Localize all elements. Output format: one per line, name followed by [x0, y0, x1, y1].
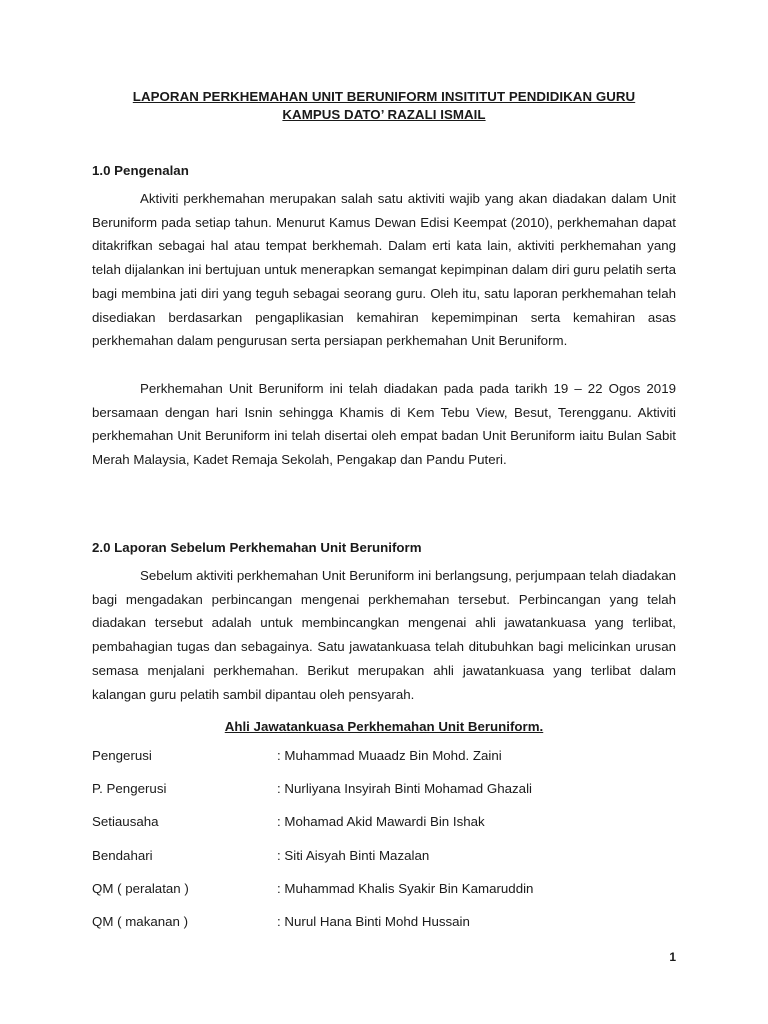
committee-member-name: : Muhammad Khalis Syakir Bin Kamaruddin — [277, 880, 534, 896]
committee-row — [92, 847, 676, 880]
committee-member-name: : Nurliyana Insyirah Binti Mohamad Ghazali — [277, 781, 532, 797]
committee-row — [92, 780, 676, 813]
committee-member-name: : Siti Aisyah Binti Mazalan — [277, 847, 430, 863]
section-1-heading: 1.0 Pengenalan — [92, 163, 189, 178]
section-1-paragraph-1: Aktiviti perkhemahan merupakan salah satu aktiviti wajib yang akan diadakan dalam Unit Beruniform pada setiap tahun. Menurut Kamus Dewan Edisi Keempat (2010), perkhemahan dapat ditakrifkan sebagai hal atau tempat berkhemah. Dalam erti kata lain, aktiviti perkhemahan yang telah dijalankan ini bertujuan untuk menerapkan semangat kepimpinan dalam diri guru pelatih serta bagi membina jati diri yang teguh sebagai seorang guru. Oleh itu, satu laporan perkhemahan telah disediakan berdasarkan pengaplikasian kemahiran kepemimpinan serta kemahiran asas perkhemahan dalam pengurusan serta persiapan perkhemahan Unit Beruniform. — [92, 191, 676, 349]
title-line-2: KAMPUS DATO’ RAZALI ISMAIL — [282, 107, 486, 122]
committee-title: Ahli Jawatankuasa Perkhemahan Unit Beruniform. — [224, 719, 544, 734]
page-number: 1 — [669, 950, 676, 964]
committee-row — [92, 913, 676, 946]
committee-member-name: : Muhammad Muaadz Bin Mohd. Zaini — [277, 748, 502, 763]
committee-member-name: : Nurul Hana Binti Mohd Hussain — [277, 913, 470, 929]
committee-role: Pengerusi — [92, 748, 152, 763]
committee-role: QM ( makanan ) — [92, 913, 189, 929]
title-line-1: LAPORAN PERKHEMAHAN UNIT BERUNIFORM INSITITUT PENDIDIKAN GURU — [132, 89, 636, 104]
committee-list — [92, 747, 676, 946]
committee-role: P. Pengerusi — [92, 781, 167, 797]
committee-row — [92, 880, 676, 913]
section-1-paragraph-2: Perkhemahan Unit Beruniform ini telah diadakan pada pada tarikh 19 – 22 Ogos 2019 bersamaan dengan hari Isnin sehingga Khamis di Kem Tebu View, Besut, Terengganu. Aktiviti perkhemahan Unit Beruniform ini telah disertai oleh empat badan Unit Beruniform iaitu Bulan Sabit Merah Malaysia, Kadet Remaja Sekolah, Pengakap dan Pandu Puteri. — [92, 381, 676, 468]
committee-role: Bendahari — [92, 847, 153, 863]
committee-member-name: : Mohamad Akid Mawardi Bin Ishak — [277, 814, 485, 830]
section-2-heading: 2.0 Laporan Sebelum Perkhemahan Unit Beruniform — [92, 540, 422, 555]
committee-row — [92, 813, 676, 846]
document-title — [92, 88, 676, 124]
committee-row — [92, 747, 676, 780]
section-2-paragraph-1: Sebelum aktiviti perkhemahan Unit Beruniform ini berlangsung, perjumpaan telah diadakan bagi mengadakan perbincangan mengenai perkhemahan tersebut. Perbincangan yang telah diadakan tersebut adalah untuk membincangkan mengenai ahli jawatankuasa yang terlibat, pembahagian tugas dan sebagainya. Satu jawatankuasa telah ditubuhkan bagi melicinkan urusan semasa menjalani perkhemahan. Berikut merupakan ahli jawatankuasa yang terlibat dalam kalangan guru pelatih sambil dipantau oleh pensyarah. — [92, 568, 676, 702]
committee-role: QM ( peralatan ) — [92, 880, 189, 896]
committee-role: Setiausaha — [92, 814, 159, 830]
